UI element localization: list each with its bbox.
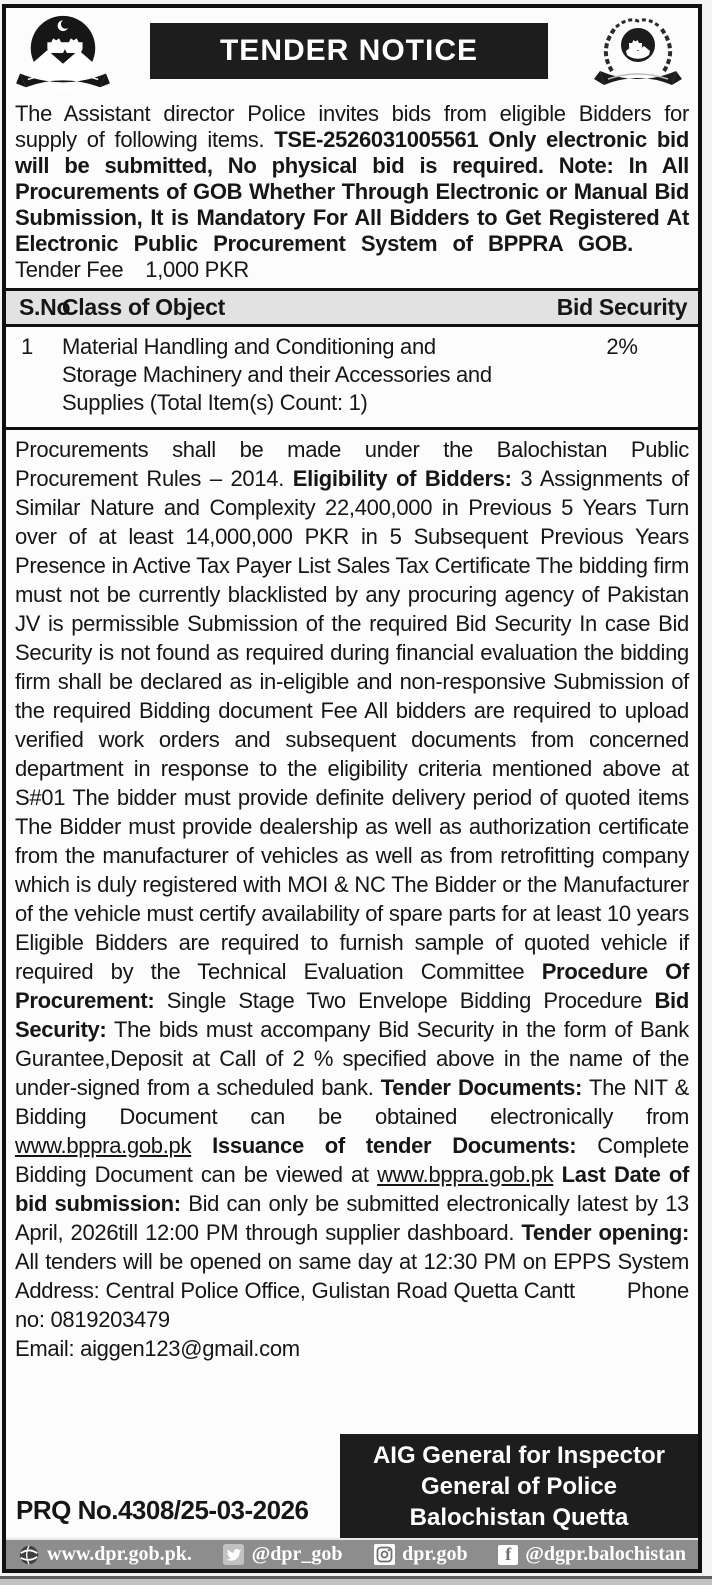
signatory-box [340,1434,698,1538]
email-address: Email: aiggen123@gmail.com [15,1336,300,1361]
instagram-handle-text: dpr.gob [402,1543,468,1565]
bid-security-heading: Bid Security: [15,988,689,1042]
phone-number: Phone no: 0819203479 [15,1278,689,1332]
twitter-icon [223,1544,245,1566]
tender-notice-document [2,4,702,1573]
notice-header [6,8,698,99]
terms-text: All tenders will be opened on same day at 12:30 PM on EPPS System Address: Central Police Office, Gulistan Road Quetta Cantt [15,1249,689,1303]
tender-opening-heading: Tender opening: [521,1220,689,1245]
tender-fee-value: 1,000 PKR [145,257,249,282]
bppra-link[interactable]: www.bppra.gob.pk [15,1133,192,1158]
prq-number: PRQ No.4308/25-03-2026 [16,1495,309,1525]
eligibility-heading: Eligibility of Bidders: [292,466,512,491]
last-date-heading: Last Date of bid submission: [15,1162,690,1216]
terms-paragraph [6,427,698,1370]
header-class-of-object: Class of Object [62,294,225,320]
website-text: www.dpr.gob.pk. [47,1543,192,1565]
page-title: TENDER NOTICE [219,34,478,67]
header-bid-security: Bid Security [556,294,688,320]
instagram-icon [373,1544,395,1566]
facebook-link[interactable] [498,1543,686,1566]
intro-text-bold: TSE-2526031005561 Only electronic bid will be submitted, No physical bid is required. Note: In All Procurements of GOB Whether Through Electronic or Manual Bid Submission, It is Mandatory For All Bidders to Get Registered At Electronic Public Procurement System of BPPRA GOB. [15,127,689,256]
balochistan-police-badge-icon [586,13,690,104]
twitter-handle-text: @dpr_gob [251,1543,343,1565]
table-header-row [6,291,698,327]
terms-text: 3 Assignments of Similar Nature and Complexity 22,400,000 in Previous 5 Years Turn over of at least 14,000,000 PKR in 5 Subsequent Previous Years Presence in Active Tax Payer List Sales Tax Certificate The bidding firm must not be currently blacklisted by any procuring agency of Pakistan JV is permissible Submission of the required Bid Security In case Bid Security is not found as required during financial evaluation the bidding firm shall be declared as in-eligible and non-responsive Submission of the required Bidding document Fee All bidders are required to upload verified work orders and subsequent documents from concerned department in response to the eligibility criteria mentioned above at S#01 The bidder must provide definite delivery period of quoted items The Bidder must provide dealership as well as authorization certificate from the manufacturer of vehicles as well as from retrofitting company which is duly registered with MOI & NC The Bidder or the Manufacturer of the vehicle must certify availability of spare parts for at least 10 years Eligible Bidders are required to furnish sample of quoted vehicle if required by the Technical Evaluation Committee [15,466,689,984]
table-row [6,327,698,427]
terms-text: Complete Bidding Document can be viewed at [15,1133,689,1187]
tender-fee-label: Tender Fee [15,257,124,282]
globe-icon [18,1544,40,1566]
signatory-text: AIG General for Inspector General of Police Balochistan Quetta [372,1441,666,1531]
items-table [6,288,698,427]
header-s-no: S.No [19,294,71,320]
bppra-link-2[interactable]: www.bppra.gob.pk [377,1162,554,1187]
notice-footer [6,1370,698,1538]
intro-text-normal: The Assistant director Police invites bids from eligible Bidders for supply of following items. [15,101,689,152]
tender-documents-heading: Tender Documents: [380,1075,583,1100]
balochistan-government-emblem-icon [14,13,112,102]
social-bar [6,1538,698,1569]
facebook-icon: f [498,1545,518,1565]
cell-bid-security: 2% [606,334,638,359]
terms-text: The NIT & Bidding Document can be obtained electronically from [15,1075,689,1129]
instagram-link[interactable] [373,1543,467,1566]
procedure-heading: Procedure Of Procurement: [15,959,689,1013]
facebook-handle-text: @dgpr.balochistan [525,1543,686,1565]
page-divider [0,1576,712,1585]
twitter-link[interactable] [223,1543,343,1566]
terms-text: Procurements shall be made under the Balochistan Public Procurement Rules – 2014. [15,437,689,491]
intro-paragraph [6,99,698,288]
cell-class-of-object: Material Handling and Conditioning and Storage Machinery and their Accessories and Supplies (Total Item(s) Count: 1) [62,334,492,415]
terms-text: Bid can only be submitted electronically latest by 13 April, 2026till 12:00 PM through supplier dashboard. [15,1191,689,1245]
terms-text: The bids must accompany Bid Security in the form of Bank Gurantee,Deposit at Call of 2 % specified above in the name of the under-signed from a scheduled bank. [15,1017,689,1100]
terms-text: Single Stage Two Envelope Bidding Procedure [154,988,655,1013]
cell-s-no: 1 [21,334,33,359]
issuance-heading: Issuance of tender Documents: [191,1133,577,1158]
website-link[interactable] [18,1543,192,1566]
title-bar [150,23,548,79]
